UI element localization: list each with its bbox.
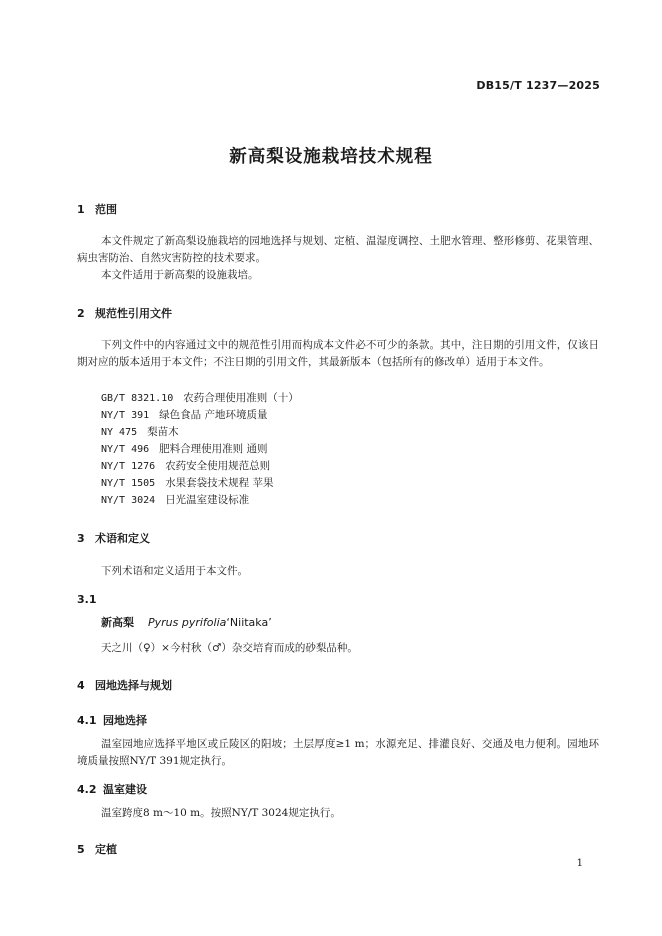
reference-code: NY/T 496 (101, 444, 150, 455)
term-definition: 天之川（♀）×今村秋（♂）杂交培育而成的砂梨品种。 (101, 642, 358, 654)
subsection-heading-4-1 (77, 712, 147, 728)
reference-code: NY/T 391 (101, 410, 150, 421)
term-cultivar: ‘Niitaka’ (226, 616, 272, 629)
subsection-title: 温室建设 (103, 783, 147, 796)
section-title: 定植 (95, 843, 117, 856)
page-number: 1 (576, 858, 583, 869)
reference-code: NY/T 1276 (101, 461, 156, 472)
reference-title: 梨苗木 (147, 426, 179, 438)
reference-code: GB/T 8321.10 (101, 393, 174, 404)
reference-item (101, 424, 179, 439)
section-heading-2 (77, 305, 172, 321)
document-title: 新高梨设施栽培技术规程 (229, 147, 433, 167)
reference-title: 日光温室建设标准 (165, 494, 250, 506)
reference-title: 农药合理使用准则（十） (183, 392, 299, 404)
section-heading-4 (77, 677, 172, 693)
paragraph: 下列术语和定义适用于本文件。 (101, 565, 248, 577)
paragraph: 本文件适用于新高梨的设施栽培。 (101, 269, 259, 281)
section-number: 5 (77, 843, 85, 856)
standard-code: DB15/T 1237—2025 (476, 79, 600, 92)
section-title: 范围 (95, 203, 117, 216)
reference-title: 绿色食品 产地环境质量 (159, 409, 268, 421)
reference-item (101, 458, 270, 473)
section-heading-3 (77, 530, 150, 546)
subsection-number: 4.2 (77, 783, 97, 796)
section-title: 术语和定义 (95, 532, 150, 545)
reference-code: NY/T 3024 (101, 495, 156, 506)
paragraph: 下列文件中的内容通过文中的规范性引用而构成本文件必不可少的条款。其中，注日期的引用文件，仅该日期对应的版本适用于本文件；不注日期的引用文件，其最新版本（包括所有的修改单）适用于本文件。 (77, 339, 599, 368)
paragraph: 温室跨度8 m～10 m。按照NY/T 3024规定执行。 (101, 807, 341, 819)
section-number: 1 (77, 203, 85, 216)
reference-item (101, 475, 274, 490)
reference-code: NY 475 (101, 427, 138, 438)
reference-item (101, 492, 249, 507)
reference-item (101, 407, 268, 422)
section-number: 4 (77, 679, 85, 692)
subsection-number: 4.1 (77, 714, 97, 727)
reference-title: 农药安全使用规范总则 (165, 460, 271, 472)
section-heading-1 (77, 201, 117, 217)
reference-title: 水果套袋技术规程 苹果 (165, 477, 274, 489)
section-number: 2 (77, 307, 85, 320)
subsection-title: 园地选择 (103, 714, 147, 727)
section-number: 3 (77, 532, 85, 545)
reference-code: NY/T 1505 (101, 478, 156, 489)
section-title: 园地选择与规划 (95, 679, 172, 692)
paragraph: 本文件规定了新高梨设施栽培的园地选择与规划、定植、温湿度调控、土肥水管理、整形修剪、花果管理、病虫害防治、自然灾害防控的技术要求。 (77, 235, 599, 264)
reference-title: 肥料合理使用准则 通则 (159, 443, 268, 455)
term-entry (101, 614, 272, 630)
paragraph: 温室园地应选择平地区或丘陵区的阳坡；土层厚度≥1 m；水源充足、排灌良好、交通及电力便利。园地环境质量按照NY/T 391规定执行。 (77, 738, 599, 767)
term-latin-name: Pyrus pyrifolia (148, 616, 227, 629)
subsection-heading-4-2 (77, 781, 147, 797)
reference-item (101, 390, 299, 405)
section-heading-5 (77, 841, 117, 857)
section-title: 规范性引用文件 (95, 307, 172, 320)
reference-item (101, 441, 268, 456)
term-name: 新高梨 (101, 616, 134, 629)
term-number: 3.1 (77, 593, 97, 606)
